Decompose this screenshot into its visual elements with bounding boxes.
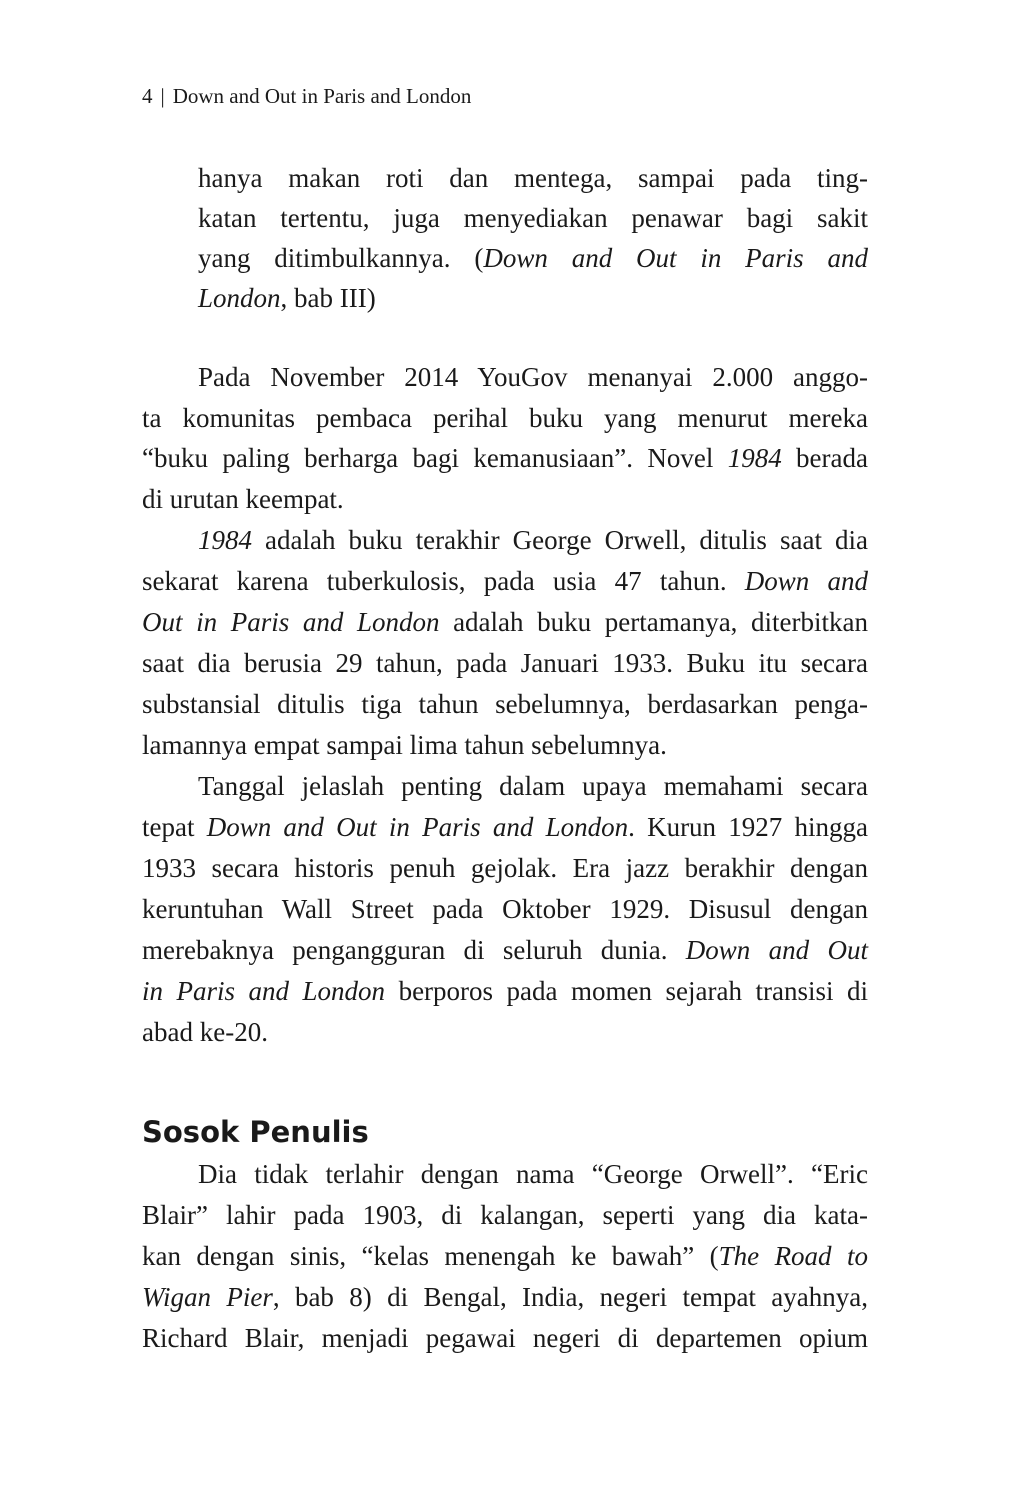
book-title: 1984 xyxy=(727,443,782,473)
book-title: Down and Out in Paris and xyxy=(483,243,868,273)
text-line: merebaknya pengangguran di seluruh dunia. Down and Out xyxy=(142,935,868,965)
text-line: lamannya empat sampai lima tahun sebelumnya. xyxy=(142,730,667,760)
text-line: kan dengan sinis, “kelas menengah ke bawah” (The Road to xyxy=(142,1241,868,1271)
text-line: katan tertentu, juga menyediakan penawar bagi sakit xyxy=(198,203,868,233)
text-line: Dia tidak terlahir dengan nama “George Orwell”. “Eric xyxy=(198,1159,868,1189)
text-line: ta komunitas pembaca perihal buku yang menurut mereka xyxy=(142,403,868,433)
text-line: 1984 adalah buku terakhir George Orwell, ditulis saat dia xyxy=(198,525,868,555)
text-line: yang ditimbulkannya. (Down and Out in Paris and xyxy=(198,243,868,273)
text-line: Tanggal jelaslah penting dalam upaya memahami secara xyxy=(198,771,868,801)
running-title: Down and Out in Paris and London xyxy=(172,84,472,108)
text-line: di urutan keempat. xyxy=(142,484,344,514)
book-title: Down and xyxy=(744,566,868,596)
text-line: Out in Paris and London adalah buku pertamanya, diterbitkan xyxy=(142,607,868,637)
text-line: abad ke-20. xyxy=(142,1017,268,1047)
text-line: sekarat karena tuberkulosis, pada usia 47 tahun. Down and xyxy=(142,566,868,596)
book-title: Wigan Pier xyxy=(142,1282,273,1312)
text-line: Pada November 2014 YouGov menanyai 2.000 anggo- xyxy=(198,362,868,392)
text-line: London, bab III) xyxy=(198,283,376,313)
section-heading: Sosok Penulis xyxy=(142,1115,369,1149)
book-title: London xyxy=(198,283,281,313)
book-title: Down and Out xyxy=(685,935,868,965)
text-line: tepat Down and Out in Paris and London. Kurun 1927 hingga xyxy=(142,812,868,842)
text-line: keruntuhan Wall Street pada Oktober 1929. Disusul dengan xyxy=(142,894,868,924)
text-line: “buku paling berharga bagi kemanusiaan”. Novel 1984 berada xyxy=(142,443,868,473)
running-header xyxy=(142,82,471,110)
text-line: saat dia berusia 29 tahun, pada Januari 1933. Buku itu secara xyxy=(142,648,868,678)
text-line: in Paris and London berporos pada momen sejarah transisi di xyxy=(142,976,868,1006)
book-title: The Road to xyxy=(718,1241,868,1271)
book-title: in Paris and London xyxy=(142,976,386,1006)
book-title: Out in Paris and London xyxy=(142,607,440,637)
text-line: Blair” lahir pada 1903, di kalangan, seperti yang dia kata- xyxy=(142,1200,868,1230)
book-title: 1984 xyxy=(198,525,252,555)
text-line: Richard Blair, menjadi pegawai negeri di departemen opium xyxy=(142,1323,868,1353)
book-title: Down and Out in Paris and London xyxy=(206,812,629,842)
text-line: hanya makan roti dan mentega, sampai pada ting- xyxy=(198,163,868,193)
text-line: substansial ditulis tiga tahun sebelumnya, berdasarkan penga- xyxy=(142,689,868,719)
page-number: 4 xyxy=(142,84,153,108)
header-separator: | xyxy=(160,84,165,108)
text-line: Wigan Pier, bab 8) di Bengal, India, negeri tempat ayahnya, xyxy=(142,1282,868,1312)
text-line: 1933 secara historis penuh gejolak. Era jazz berakhir dengan xyxy=(142,853,868,883)
